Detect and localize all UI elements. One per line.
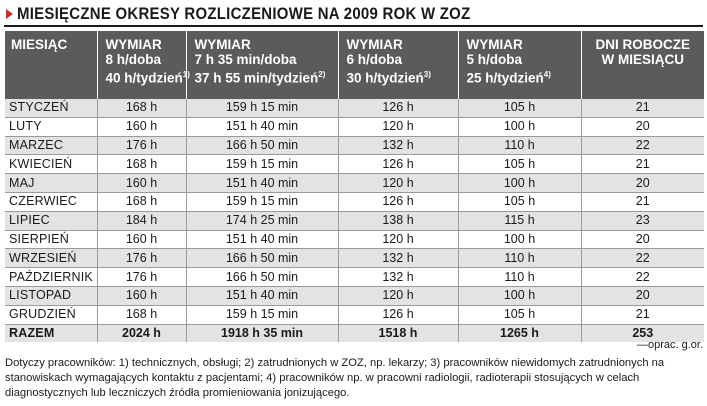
cell-value: 20 xyxy=(581,117,704,136)
cell-value: 166 h 50 min xyxy=(186,249,338,268)
cell-month: LISTOPAD xyxy=(5,286,97,305)
cell-value: 159 h 15 min xyxy=(186,155,338,174)
cell-value: 126 h xyxy=(338,305,458,324)
header-norm-6h xyxy=(338,31,458,99)
cell-total: 1265 h xyxy=(458,324,581,342)
cell-value: 105 h xyxy=(458,155,581,174)
cell-value: 151 h 40 min xyxy=(186,117,338,136)
table-row xyxy=(5,305,704,324)
cell-total: 1918 h 35 min xyxy=(186,324,338,342)
table-row xyxy=(5,192,704,211)
table-header-row xyxy=(5,31,704,99)
settlement-periods-table xyxy=(5,31,704,342)
cell-month: LUTY xyxy=(5,117,97,136)
header-line: 8 h/doba xyxy=(105,52,162,67)
cell-value: 126 h xyxy=(338,99,458,117)
cell-value: 110 h xyxy=(458,268,581,287)
cell-value: 159 h 15 min xyxy=(186,192,338,211)
table-row xyxy=(5,286,704,305)
cell-value: 21 xyxy=(581,192,704,211)
table-row xyxy=(5,136,704,155)
header-line: 6 h/doba xyxy=(346,52,403,67)
cell-value: 184 h xyxy=(97,211,186,230)
header-line: WYMIAR xyxy=(466,37,523,52)
footnote-text: Dotyczy pracowników: 1) technicznych, obsługi; 2) zatrudnionych w ZOZ, np. lekarzy; 3) pracowników niewidomych zatrudnionych na stanowiskach wymagających kontaktu z pacjentami; 4) pracowników np. w pracowni radiologii, radioterapii stosujących w celach diagnostycznych lub leczniczych źródła promieniowania jonizującego. xyxy=(5,357,665,399)
cell-value: 132 h xyxy=(338,249,458,268)
cell-value: 105 h xyxy=(458,99,581,117)
footnote-marker: 2) xyxy=(318,70,326,79)
header-line: 25 h/tydzień$^{4)}$ xyxy=(466,70,551,86)
cell-month: WRZESIEŃ xyxy=(5,249,97,268)
cell-total: 1518 h xyxy=(338,324,458,342)
cell-total-label: RAZEM xyxy=(5,324,97,342)
cell-value: 22 xyxy=(581,249,704,268)
cell-value: 126 h xyxy=(338,192,458,211)
cell-value: 160 h xyxy=(97,230,186,249)
cell-value: 168 h xyxy=(97,99,186,117)
table-row xyxy=(5,249,704,268)
header-norm-5h xyxy=(458,31,581,99)
table-row xyxy=(5,117,704,136)
cell-value: 120 h xyxy=(338,230,458,249)
page-title: MIESIĘCZNE OKRESY ROZLICZENIOWE NA 2009 ROK W ZOZ xyxy=(17,4,471,23)
cell-value: 159 h 15 min xyxy=(186,305,338,324)
cell-month: MAJ xyxy=(5,174,97,193)
cell-month: LIPIEC xyxy=(5,211,97,230)
cell-value: 166 h 50 min xyxy=(186,136,338,155)
header-line: DNI ROBOCZE xyxy=(595,37,690,52)
cell-value: 120 h xyxy=(338,117,458,136)
cell-month: MARZEC xyxy=(5,136,97,155)
table-row xyxy=(5,99,704,117)
cell-value: 110 h xyxy=(458,249,581,268)
cell-value: 151 h 40 min xyxy=(186,286,338,305)
cell-value: 151 h 40 min xyxy=(186,174,338,193)
header-line: 30 h/tydzień$^{3)}$ xyxy=(346,70,431,86)
cell-value: 126 h xyxy=(338,155,458,174)
header-norm-8h xyxy=(97,31,190,99)
header-line: WYMIAR xyxy=(105,37,162,52)
cell-value: 105 h xyxy=(458,305,581,324)
cell-value: 166 h 50 min xyxy=(186,268,338,287)
cell-value: 159 h 15 min xyxy=(186,99,338,117)
cell-value: 22 xyxy=(581,268,704,287)
header-line: 40 h/tydzień$^{1)}$ xyxy=(105,70,190,86)
title-bar xyxy=(4,3,703,27)
footnote-marker: 3) xyxy=(423,70,431,79)
header-line: WYMIAR xyxy=(346,37,403,52)
header-working-days xyxy=(581,31,704,99)
cell-value: 132 h xyxy=(338,268,458,287)
table-row xyxy=(5,268,704,287)
cell-value: 22 xyxy=(581,136,704,155)
cell-value: 105 h xyxy=(458,192,581,211)
table-row xyxy=(5,230,704,249)
header-line: 5 h/doba xyxy=(466,52,523,67)
header-line: MIESIĄC xyxy=(11,37,68,52)
cell-value: 160 h xyxy=(97,174,186,193)
table-row xyxy=(5,174,704,193)
cell-value: 132 h xyxy=(338,136,458,155)
cell-value: 160 h xyxy=(97,286,186,305)
cell-value: 20 xyxy=(581,230,704,249)
source-credit: —oprac. g.or. xyxy=(636,339,703,351)
cell-total: 253 xyxy=(581,324,704,342)
cell-value: 176 h xyxy=(97,136,186,155)
cell-value: 174 h 25 min xyxy=(186,211,338,230)
header-norm-7h35 xyxy=(186,31,338,99)
cell-value: 168 h xyxy=(97,155,186,174)
cell-value: 138 h xyxy=(338,211,458,230)
table-row xyxy=(5,211,704,230)
table-body xyxy=(5,99,704,342)
cell-value: 110 h xyxy=(458,136,581,155)
cell-month: PAŹDZIERNIK xyxy=(5,268,97,287)
header-line: WYMIAR xyxy=(194,37,251,52)
header-line: 7 h 35 min/doba xyxy=(194,52,297,67)
cell-value: 21 xyxy=(581,305,704,324)
cell-value: 160 h xyxy=(97,117,186,136)
cell-value: 120 h xyxy=(338,286,458,305)
cell-value: 100 h xyxy=(458,230,581,249)
cell-value: 21 xyxy=(581,155,704,174)
cell-month: CZERWIEC xyxy=(5,192,97,211)
header-month xyxy=(5,31,97,99)
cell-value: 100 h xyxy=(458,117,581,136)
footnote-marker: 1) xyxy=(182,70,190,79)
cell-value: 151 h 40 min xyxy=(186,230,338,249)
cell-month: GRUDZIEŃ xyxy=(5,305,97,324)
cell-total: 2024 h xyxy=(97,324,186,342)
arrow-bullet-icon xyxy=(6,9,13,19)
cell-value: 168 h xyxy=(97,192,186,211)
cell-value: 20 xyxy=(581,174,704,193)
cell-month: STYCZEŃ xyxy=(5,99,97,117)
total-row xyxy=(5,324,704,342)
footnote-marker: 4) xyxy=(543,70,551,79)
cell-value: 168 h xyxy=(97,305,186,324)
cell-value: 100 h xyxy=(458,174,581,193)
header-line: 37 h 55 min/tydzień$^{2)}$ xyxy=(194,70,326,86)
cell-value: 176 h xyxy=(97,268,186,287)
cell-value: 115 h xyxy=(458,211,581,230)
cell-value: 176 h xyxy=(97,249,186,268)
header-line: W MIESIĄCU xyxy=(601,52,684,67)
cell-value: 21 xyxy=(581,99,704,117)
cell-value: 20 xyxy=(581,286,704,305)
cell-value: 23 xyxy=(581,211,704,230)
cell-month: KWIECIEŃ xyxy=(5,155,97,174)
cell-month: SIERPIEŃ xyxy=(5,230,97,249)
cell-value: 120 h xyxy=(338,174,458,193)
table-row xyxy=(5,155,704,174)
cell-value: 100 h xyxy=(458,286,581,305)
